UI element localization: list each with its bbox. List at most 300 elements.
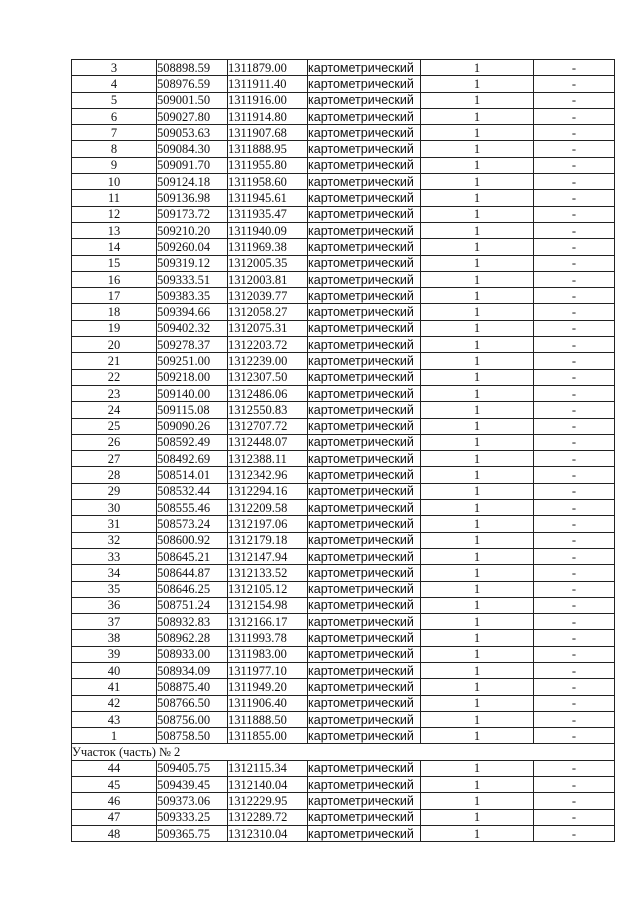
y-coordinate-cell: 1312105.12: [228, 581, 308, 597]
point-number-cell: 37: [72, 614, 157, 630]
method-cell: картометрический: [308, 255, 421, 271]
accuracy-cell: 1: [421, 369, 534, 385]
method-cell: картометрический: [308, 809, 421, 825]
x-coordinate-cell: 509383.35: [157, 288, 228, 304]
table-row: [72, 646, 615, 662]
method-cell: картометрический: [308, 239, 421, 255]
x-coordinate-cell: 509218.00: [157, 369, 228, 385]
y-coordinate-cell: 1311935.47: [228, 206, 308, 222]
accuracy-cell: 1: [421, 174, 534, 190]
method-cell: картометрический: [308, 60, 421, 76]
point-number-cell: 26: [72, 434, 157, 450]
table-row: [72, 222, 615, 238]
dash-cell: -: [534, 516, 615, 532]
section-title: Участок (часть) № 2: [72, 744, 615, 760]
table-row: [72, 825, 615, 841]
accuracy-cell: 1: [421, 532, 534, 548]
table-row: [72, 304, 615, 320]
point-number-cell: 12: [72, 206, 157, 222]
method-cell: картометрический: [308, 467, 421, 483]
method-cell: картометрический: [308, 222, 421, 238]
point-number-cell: 31: [72, 516, 157, 532]
method-cell: картометрический: [308, 630, 421, 646]
dash-cell: -: [534, 711, 615, 727]
accuracy-cell: 1: [421, 500, 534, 516]
point-number-cell: 20: [72, 337, 157, 353]
table-row: [72, 614, 615, 630]
x-coordinate-cell: 509053.63: [157, 125, 228, 141]
accuracy-cell: 1: [421, 320, 534, 336]
x-coordinate-cell: 509319.12: [157, 255, 228, 271]
table-row: [72, 711, 615, 727]
point-number-cell: 43: [72, 711, 157, 727]
dash-cell: -: [534, 385, 615, 401]
x-coordinate-cell: 509439.45: [157, 777, 228, 793]
table-row: [72, 255, 615, 271]
table-row: [72, 500, 615, 516]
dash-cell: -: [534, 222, 615, 238]
y-coordinate-cell: 1312003.81: [228, 271, 308, 287]
method-cell: картометрический: [308, 500, 421, 516]
accuracy-cell: 1: [421, 222, 534, 238]
method-cell: картометрический: [308, 402, 421, 418]
accuracy-cell: 1: [421, 825, 534, 841]
y-coordinate-cell: 1312179.18: [228, 532, 308, 548]
accuracy-cell: 1: [421, 255, 534, 271]
y-coordinate-cell: 1312310.04: [228, 825, 308, 841]
accuracy-cell: 1: [421, 793, 534, 809]
y-coordinate-cell: 1311911.40: [228, 76, 308, 92]
dash-cell: -: [534, 418, 615, 434]
dash-cell: -: [534, 548, 615, 564]
x-coordinate-cell: 508875.40: [157, 679, 228, 695]
point-number-cell: 3: [72, 60, 157, 76]
accuracy-cell: 1: [421, 711, 534, 727]
accuracy-cell: 1: [421, 777, 534, 793]
y-coordinate-cell: 1312005.35: [228, 255, 308, 271]
table-row: [72, 760, 615, 776]
table-row: [72, 793, 615, 809]
accuracy-cell: 1: [421, 434, 534, 450]
y-coordinate-cell: 1311945.61: [228, 190, 308, 206]
table-row: [72, 337, 615, 353]
accuracy-cell: 1: [421, 467, 534, 483]
y-coordinate-cell: 1311916.00: [228, 92, 308, 108]
accuracy-cell: 1: [421, 157, 534, 173]
accuracy-cell: 1: [421, 516, 534, 532]
x-coordinate-cell: 508592.49: [157, 434, 228, 450]
x-coordinate-cell: 508932.83: [157, 614, 228, 630]
table-row: [72, 239, 615, 255]
accuracy-cell: 1: [421, 451, 534, 467]
y-coordinate-cell: 1311855.00: [228, 728, 308, 744]
dash-cell: -: [534, 174, 615, 190]
point-number-cell: 7: [72, 125, 157, 141]
point-number-cell: 46: [72, 793, 157, 809]
table-row: [72, 548, 615, 564]
y-coordinate-cell: 1311940.09: [228, 222, 308, 238]
accuracy-cell: 1: [421, 402, 534, 418]
dash-cell: -: [534, 271, 615, 287]
accuracy-cell: 1: [421, 353, 534, 369]
table-row: [72, 190, 615, 206]
dash-cell: -: [534, 500, 615, 516]
x-coordinate-cell: 508573.24: [157, 516, 228, 532]
point-number-cell: 42: [72, 695, 157, 711]
method-cell: картометрический: [308, 206, 421, 222]
y-coordinate-cell: 1311906.40: [228, 695, 308, 711]
y-coordinate-cell: 1312154.98: [228, 597, 308, 613]
method-cell: картометрический: [308, 565, 421, 581]
point-number-cell: 39: [72, 646, 157, 662]
x-coordinate-cell: 508766.50: [157, 695, 228, 711]
point-number-cell: 30: [72, 500, 157, 516]
accuracy-cell: 1: [421, 614, 534, 630]
dash-cell: -: [534, 679, 615, 695]
accuracy-cell: 1: [421, 76, 534, 92]
dash-cell: -: [534, 190, 615, 206]
x-coordinate-cell: 508756.00: [157, 711, 228, 727]
accuracy-cell: 1: [421, 679, 534, 695]
table-row: [72, 679, 615, 695]
dash-cell: -: [534, 434, 615, 450]
x-coordinate-cell: 508933.00: [157, 646, 228, 662]
x-coordinate-cell: 508555.46: [157, 500, 228, 516]
y-coordinate-cell: 1312203.72: [228, 337, 308, 353]
table-row: [72, 92, 615, 108]
y-coordinate-cell: 1312209.58: [228, 500, 308, 516]
x-coordinate-cell: 509402.32: [157, 320, 228, 336]
point-number-cell: 35: [72, 581, 157, 597]
point-number-cell: 15: [72, 255, 157, 271]
point-number-cell: 8: [72, 141, 157, 157]
accuracy-cell: 1: [421, 646, 534, 662]
method-cell: картометрический: [308, 532, 421, 548]
y-coordinate-cell: 1312448.07: [228, 434, 308, 450]
dash-cell: -: [534, 157, 615, 173]
point-number-cell: 18: [72, 304, 157, 320]
point-number-cell: 29: [72, 483, 157, 499]
method-cell: картометрический: [308, 581, 421, 597]
x-coordinate-cell: 508645.21: [157, 548, 228, 564]
x-coordinate-cell: 508934.09: [157, 662, 228, 678]
point-number-cell: 10: [72, 174, 157, 190]
method-cell: картометрический: [308, 760, 421, 776]
method-cell: картометрический: [308, 92, 421, 108]
point-number-cell: 13: [72, 222, 157, 238]
method-cell: картометрический: [308, 597, 421, 613]
table-row: [72, 141, 615, 157]
section-header-row: [72, 744, 615, 760]
dash-cell: -: [534, 483, 615, 499]
dash-cell: -: [534, 320, 615, 336]
x-coordinate-cell: 509405.75: [157, 760, 228, 776]
accuracy-cell: 1: [421, 385, 534, 401]
method-cell: картометрический: [308, 695, 421, 711]
x-coordinate-cell: 509136.98: [157, 190, 228, 206]
y-coordinate-cell: 1312229.95: [228, 793, 308, 809]
table-row: [72, 662, 615, 678]
point-number-cell: 9: [72, 157, 157, 173]
method-cell: картометрический: [308, 483, 421, 499]
point-number-cell: 5: [72, 92, 157, 108]
method-cell: картометрический: [308, 157, 421, 173]
point-number-cell: 17: [72, 288, 157, 304]
dash-cell: -: [534, 760, 615, 776]
x-coordinate-cell: 508492.69: [157, 451, 228, 467]
dash-cell: -: [534, 76, 615, 92]
y-coordinate-cell: 1312307.50: [228, 369, 308, 385]
dash-cell: -: [534, 793, 615, 809]
table-row: [72, 695, 615, 711]
method-cell: картометрический: [308, 190, 421, 206]
dash-cell: -: [534, 532, 615, 548]
table-row: [72, 809, 615, 825]
x-coordinate-cell: 508600.92: [157, 532, 228, 548]
table-row: [72, 467, 615, 483]
point-number-cell: 38: [72, 630, 157, 646]
method-cell: картометрический: [308, 320, 421, 336]
point-number-cell: 32: [72, 532, 157, 548]
table-row: [72, 418, 615, 434]
x-coordinate-cell: 509140.00: [157, 385, 228, 401]
table-row: [72, 76, 615, 92]
y-coordinate-cell: 1311993.78: [228, 630, 308, 646]
method-cell: картометрический: [308, 679, 421, 695]
y-coordinate-cell: 1311907.68: [228, 125, 308, 141]
accuracy-cell: 1: [421, 483, 534, 499]
point-number-cell: 45: [72, 777, 157, 793]
method-cell: картометрический: [308, 711, 421, 727]
method-cell: картометрический: [308, 76, 421, 92]
point-number-cell: 40: [72, 662, 157, 678]
x-coordinate-cell: 509394.66: [157, 304, 228, 320]
table-row: [72, 320, 615, 336]
table-row: [72, 777, 615, 793]
table-row: [72, 483, 615, 499]
point-number-cell: 11: [72, 190, 157, 206]
x-coordinate-cell: 509333.51: [157, 271, 228, 287]
point-number-cell: 36: [72, 597, 157, 613]
x-coordinate-cell: 509210.20: [157, 222, 228, 238]
y-coordinate-cell: 1312486.06: [228, 385, 308, 401]
x-coordinate-cell: 508976.59: [157, 76, 228, 92]
table-row: [72, 369, 615, 385]
y-coordinate-cell: 1312140.04: [228, 777, 308, 793]
y-coordinate-cell: 1312707.72: [228, 418, 308, 434]
dash-cell: -: [534, 304, 615, 320]
table-row: [72, 532, 615, 548]
dash-cell: -: [534, 288, 615, 304]
table-row: [72, 353, 615, 369]
point-number-cell: 44: [72, 760, 157, 776]
x-coordinate-cell: 509091.70: [157, 157, 228, 173]
y-coordinate-cell: 1312039.77: [228, 288, 308, 304]
dash-cell: -: [534, 92, 615, 108]
point-number-cell: 14: [72, 239, 157, 255]
point-number-cell: 33: [72, 548, 157, 564]
table-row: [72, 516, 615, 532]
y-coordinate-cell: 1312058.27: [228, 304, 308, 320]
dash-cell: -: [534, 581, 615, 597]
accuracy-cell: 1: [421, 304, 534, 320]
accuracy-cell: 1: [421, 271, 534, 287]
method-cell: картометрический: [308, 174, 421, 190]
dash-cell: -: [534, 255, 615, 271]
y-coordinate-cell: 1311958.60: [228, 174, 308, 190]
y-coordinate-cell: 1312342.96: [228, 467, 308, 483]
accuracy-cell: 1: [421, 239, 534, 255]
y-coordinate-cell: 1311969.38: [228, 239, 308, 255]
dash-cell: -: [534, 646, 615, 662]
accuracy-cell: 1: [421, 141, 534, 157]
coordinates-table-body: [72, 60, 615, 842]
x-coordinate-cell: 508962.28: [157, 630, 228, 646]
point-number-cell: 34: [72, 565, 157, 581]
table-row: [72, 60, 615, 76]
method-cell: картометрический: [308, 141, 421, 157]
point-number-cell: 48: [72, 825, 157, 841]
coordinates-table: [71, 59, 615, 842]
x-coordinate-cell: 508532.44: [157, 483, 228, 499]
point-number-cell: 23: [72, 385, 157, 401]
y-coordinate-cell: 1311888.50: [228, 711, 308, 727]
y-coordinate-cell: 1311983.00: [228, 646, 308, 662]
y-coordinate-cell: 1312239.00: [228, 353, 308, 369]
dash-cell: -: [534, 777, 615, 793]
accuracy-cell: 1: [421, 108, 534, 124]
point-number-cell: 47: [72, 809, 157, 825]
dash-cell: -: [534, 565, 615, 581]
accuracy-cell: 1: [421, 206, 534, 222]
method-cell: картометрический: [308, 614, 421, 630]
table-row: [72, 206, 615, 222]
method-cell: картометрический: [308, 516, 421, 532]
x-coordinate-cell: 509251.00: [157, 353, 228, 369]
table-row: [72, 402, 615, 418]
accuracy-cell: 1: [421, 60, 534, 76]
method-cell: картометрический: [308, 337, 421, 353]
accuracy-cell: 1: [421, 695, 534, 711]
method-cell: картометрический: [308, 646, 421, 662]
y-coordinate-cell: 1312166.17: [228, 614, 308, 630]
method-cell: картометрический: [308, 385, 421, 401]
dash-cell: -: [534, 239, 615, 255]
x-coordinate-cell: 508898.59: [157, 60, 228, 76]
y-coordinate-cell: 1311888.95: [228, 141, 308, 157]
method-cell: картометрический: [308, 662, 421, 678]
dash-cell: -: [534, 206, 615, 222]
x-coordinate-cell: 509090.26: [157, 418, 228, 434]
method-cell: картометрический: [308, 369, 421, 385]
accuracy-cell: 1: [421, 548, 534, 564]
method-cell: картометрический: [308, 125, 421, 141]
point-number-cell: 27: [72, 451, 157, 467]
table-row: [72, 125, 615, 141]
table-row: [72, 630, 615, 646]
point-number-cell: 19: [72, 320, 157, 336]
dash-cell: -: [534, 467, 615, 483]
table-row: [72, 728, 615, 744]
point-number-cell: 28: [72, 467, 157, 483]
method-cell: картометрический: [308, 793, 421, 809]
y-coordinate-cell: 1311955.80: [228, 157, 308, 173]
x-coordinate-cell: 508644.87: [157, 565, 228, 581]
accuracy-cell: 1: [421, 337, 534, 353]
dash-cell: -: [534, 614, 615, 630]
accuracy-cell: 1: [421, 581, 534, 597]
accuracy-cell: 1: [421, 92, 534, 108]
accuracy-cell: 1: [421, 662, 534, 678]
accuracy-cell: 1: [421, 809, 534, 825]
dash-cell: -: [534, 337, 615, 353]
method-cell: картометрический: [308, 304, 421, 320]
x-coordinate-cell: 508514.01: [157, 467, 228, 483]
y-coordinate-cell: 1312388.11: [228, 451, 308, 467]
point-number-cell: 24: [72, 402, 157, 418]
table-row: [72, 157, 615, 173]
table-row: [72, 288, 615, 304]
x-coordinate-cell: 509278.37: [157, 337, 228, 353]
dash-cell: -: [534, 60, 615, 76]
y-coordinate-cell: 1311879.00: [228, 60, 308, 76]
x-coordinate-cell: 509373.06: [157, 793, 228, 809]
accuracy-cell: 1: [421, 288, 534, 304]
table-row: [72, 581, 615, 597]
accuracy-cell: 1: [421, 125, 534, 141]
y-coordinate-cell: 1312294.16: [228, 483, 308, 499]
accuracy-cell: 1: [421, 728, 534, 744]
y-coordinate-cell: 1312115.34: [228, 760, 308, 776]
y-coordinate-cell: 1312147.94: [228, 548, 308, 564]
method-cell: картометрический: [308, 108, 421, 124]
method-cell: картометрический: [308, 825, 421, 841]
method-cell: картометрический: [308, 728, 421, 744]
dash-cell: -: [534, 451, 615, 467]
accuracy-cell: 1: [421, 418, 534, 434]
x-coordinate-cell: 509027.80: [157, 108, 228, 124]
dash-cell: -: [534, 630, 615, 646]
x-coordinate-cell: 509084.30: [157, 141, 228, 157]
y-coordinate-cell: 1311914.80: [228, 108, 308, 124]
point-number-cell: 22: [72, 369, 157, 385]
y-coordinate-cell: 1312197.06: [228, 516, 308, 532]
y-coordinate-cell: 1312075.31: [228, 320, 308, 336]
x-coordinate-cell: 508758.50: [157, 728, 228, 744]
table-row: [72, 565, 615, 581]
table-row: [72, 451, 615, 467]
method-cell: картометрический: [308, 548, 421, 564]
table-row: [72, 434, 615, 450]
dash-cell: -: [534, 141, 615, 157]
x-coordinate-cell: 509365.75: [157, 825, 228, 841]
y-coordinate-cell: 1312550.83: [228, 402, 308, 418]
x-coordinate-cell: 509124.18: [157, 174, 228, 190]
x-coordinate-cell: 509173.72: [157, 206, 228, 222]
dash-cell: -: [534, 728, 615, 744]
table-row: [72, 108, 615, 124]
accuracy-cell: 1: [421, 630, 534, 646]
method-cell: картометрический: [308, 288, 421, 304]
accuracy-cell: 1: [421, 597, 534, 613]
point-number-cell: 25: [72, 418, 157, 434]
accuracy-cell: 1: [421, 190, 534, 206]
x-coordinate-cell: 508751.24: [157, 597, 228, 613]
method-cell: картометрический: [308, 271, 421, 287]
dash-cell: -: [534, 108, 615, 124]
table-row: [72, 174, 615, 190]
table-row: [72, 597, 615, 613]
